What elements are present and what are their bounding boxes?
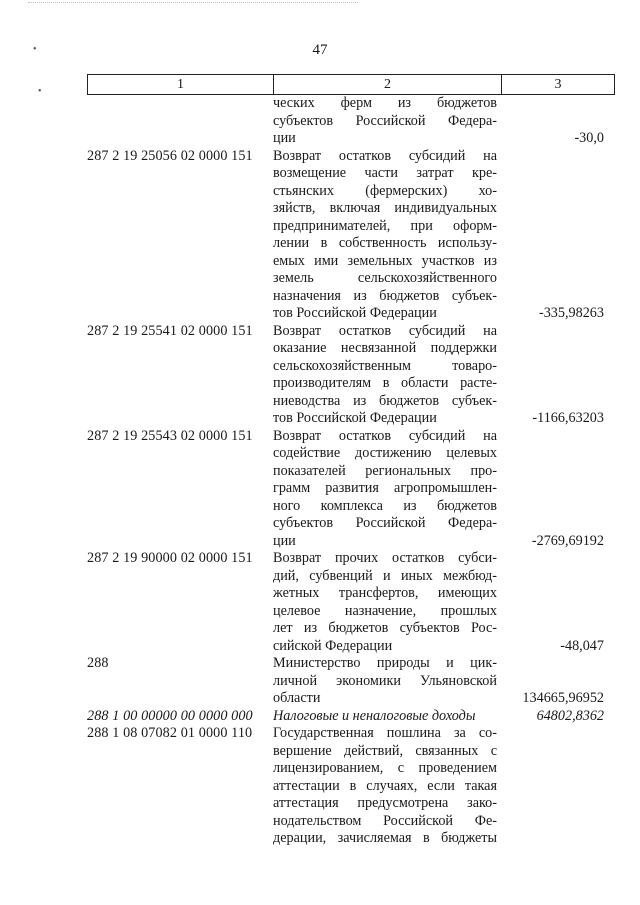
description-line: дерации, зачисляемая в бюджеты xyxy=(273,830,497,846)
description-line: сийской Федерации xyxy=(273,637,393,654)
revenue-description xyxy=(273,428,497,551)
description-line: тов Российской Федерации xyxy=(273,305,437,321)
description-line: лет из бюджетов субъектов Рос- xyxy=(273,620,497,636)
description-line: аттестация предусмотрена зако- xyxy=(273,795,497,811)
description-line: тов Российской Федерации xyxy=(273,410,437,426)
description-line: оказание несвязанной поддержки xyxy=(273,340,497,356)
description-line: аттестации в случаях, если такая xyxy=(273,777,497,794)
description-line: сельскохозяйственным товаро- xyxy=(273,357,497,374)
page-number: 47 xyxy=(312,42,328,58)
description-line: стьянских (фермерских) хо- xyxy=(273,182,497,199)
description-line: Возврат остатков субсидий на xyxy=(273,147,497,164)
description-line: назначения из бюджетов субъек- xyxy=(273,287,497,304)
description-line: производителям в области расте- xyxy=(273,375,497,391)
description-line: субъектов Российской Федера- xyxy=(273,112,497,129)
description-line: ческих ферм из бюджетов xyxy=(273,95,497,111)
revenue-description xyxy=(273,550,497,655)
table-header-col1: 1 xyxy=(88,75,274,94)
budget-code: 288 1 00 00000 00 0000 000 xyxy=(87,707,253,724)
revenue-description xyxy=(273,148,497,323)
description-line: зяйств, включая индивидуальных xyxy=(273,200,497,216)
description-line: ного комплекса из бюджетов xyxy=(273,497,497,514)
amount-value: -30,0 xyxy=(574,130,604,146)
amount-value: -2769,69192 xyxy=(531,532,604,549)
description-line: дий, субвенций и иных межбюд- xyxy=(273,567,497,584)
description-line: нодательством Российской Фе- xyxy=(273,812,497,829)
description-line: жетных трансфертов, имеющих xyxy=(273,585,497,601)
description-line: лицензированием, с проведением xyxy=(273,760,497,776)
revenue-description xyxy=(273,708,497,726)
table-row xyxy=(0,148,640,323)
description-line: ции xyxy=(273,130,296,146)
table-row xyxy=(0,428,640,551)
scan-mark: • xyxy=(38,86,42,97)
amount-value: -1166,63203 xyxy=(532,410,604,426)
description-line: вершение действий, связанных с xyxy=(273,742,497,759)
budget-code: 287 2 19 25543 02 0000 151 xyxy=(87,427,253,444)
budget-code: 287 2 19 25541 02 0000 151 xyxy=(87,322,253,339)
description-line: области xyxy=(273,690,321,706)
budget-code: 288 1 08 07082 01 0000 110 xyxy=(87,725,253,741)
amount-value: 134665,96952 xyxy=(522,690,604,706)
description-line: субъектов Российской Федера- xyxy=(273,515,497,531)
scan-mark: • xyxy=(33,44,37,55)
table-row xyxy=(0,550,640,655)
description-line: содействие достижению целевых xyxy=(273,445,497,461)
description-line: Возврат остатков субсидий на xyxy=(273,427,497,444)
scan-noise xyxy=(28,2,358,9)
revenue-description xyxy=(273,655,497,708)
description-line: лении в собственность использу- xyxy=(273,235,497,251)
description-line: земель сельскохозяйственного xyxy=(273,270,497,286)
description-line: показателей региональных про- xyxy=(273,462,497,479)
budget-code: 288 xyxy=(87,655,109,671)
table-row xyxy=(0,655,640,708)
amount-value: 64802,8362 xyxy=(536,707,604,724)
description-line: ниеводства из бюджетов субъек- xyxy=(273,392,497,409)
table-row xyxy=(0,95,640,148)
description-line: Министерство природы и цик- xyxy=(273,655,497,671)
description-line: емых ими земельных участков из xyxy=(273,252,497,269)
description-line: Государственная пошлина за со- xyxy=(273,725,497,741)
table-header xyxy=(87,74,615,95)
description-line: Налоговые и неналоговые доходы xyxy=(273,707,476,724)
table-header-col2: 2 xyxy=(274,75,502,94)
table-row xyxy=(0,725,640,848)
description-line: возмещение части затрат кре- xyxy=(273,165,497,181)
revenue-description xyxy=(273,95,497,148)
table-row xyxy=(0,708,640,726)
description-line: целевое назначение, прошлых xyxy=(273,602,497,619)
description-line: предпринимателей, при оформ- xyxy=(273,217,497,234)
revenue-description xyxy=(273,323,497,428)
budget-code: 287 2 19 90000 02 0000 151 xyxy=(87,550,253,566)
description-line: личной экономики Ульяновской xyxy=(273,672,497,689)
table-row xyxy=(0,323,640,428)
description-line: грамм развития агропромышлен- xyxy=(273,480,497,496)
amount-value: -335,98263 xyxy=(538,305,604,321)
revenue-description xyxy=(273,725,497,848)
amount-value: -48,047 xyxy=(560,637,604,654)
description-line: ции xyxy=(273,532,296,549)
description-line: Возврат прочих остатков субси- xyxy=(273,550,497,566)
budget-code: 287 2 19 25056 02 0000 151 xyxy=(87,147,253,164)
table-header-col3: 3 xyxy=(554,77,562,92)
description-line: Возврат остатков субсидий на xyxy=(273,322,497,339)
